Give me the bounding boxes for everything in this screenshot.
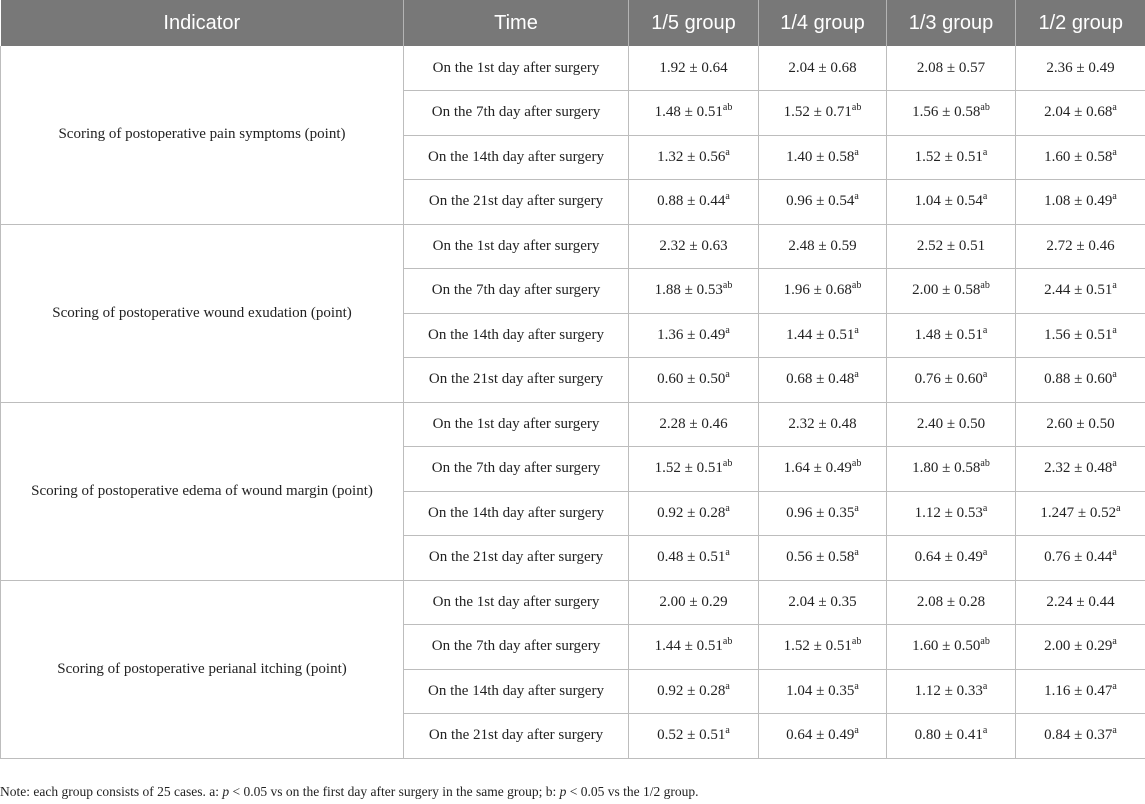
value-text: 1.64 ± 0.49 xyxy=(783,460,852,477)
significance-marker: a xyxy=(1112,146,1117,158)
value-cell xyxy=(1016,46,1145,91)
significance-marker: ab xyxy=(980,280,990,292)
value-cell xyxy=(629,669,759,714)
significance-marker: a xyxy=(982,191,988,203)
value-text: 2.00 ± 0.58 xyxy=(912,282,981,299)
significance-marker: ab xyxy=(722,280,733,292)
value-cell xyxy=(1016,536,1145,581)
significance-marker: a xyxy=(725,191,730,203)
time-cell: On the 14th day after surgery xyxy=(404,135,629,180)
significance-marker: a xyxy=(982,369,988,381)
time-cell: On the 1st day after surgery xyxy=(404,402,629,447)
value-text: 2.72 ± 0.46 xyxy=(1046,237,1115,254)
value-cell xyxy=(629,180,759,225)
value-text: 0.68 ± 0.48 xyxy=(786,371,855,388)
value-cell xyxy=(759,180,887,225)
value-cell xyxy=(1016,491,1145,536)
value-text: 0.80 ± 0.41 xyxy=(914,727,983,744)
header-row xyxy=(1,0,1145,46)
value-text: 1.04 ± 0.54 xyxy=(914,193,983,210)
value-cell xyxy=(1016,358,1145,403)
value-cell xyxy=(887,46,1016,91)
value-text: 1.40 ± 0.58 xyxy=(786,148,855,165)
table-header xyxy=(1,0,1145,46)
significance-marker: a xyxy=(1112,458,1117,470)
value-cell xyxy=(759,714,887,759)
significance-marker: a xyxy=(854,146,859,158)
note-p-symbol: p xyxy=(559,784,567,799)
value-text: 2.08 ± 0.57 xyxy=(916,59,986,76)
value-text: 0.96 ± 0.35 xyxy=(786,504,855,521)
value-text: 0.96 ± 0.54 xyxy=(786,193,855,210)
value-cell xyxy=(759,536,887,581)
table-row xyxy=(1,224,1145,269)
value-cell xyxy=(759,491,887,536)
value-cell xyxy=(887,625,1016,670)
significance-marker: a xyxy=(1112,680,1117,692)
value-cell xyxy=(759,313,887,358)
value-text: 2.32 ± 0.63 xyxy=(659,237,728,254)
value-text: 0.92 ± 0.28 xyxy=(657,682,726,699)
value-text: 1.52 ± 0.51 xyxy=(654,460,723,477)
value-cell xyxy=(1016,402,1145,447)
value-text: 0.92 ± 0.28 xyxy=(657,504,726,521)
value-text: 2.60 ± 0.50 xyxy=(1046,415,1115,432)
value-cell xyxy=(887,269,1016,314)
value-cell xyxy=(629,46,759,91)
value-cell xyxy=(1016,714,1145,759)
value-cell xyxy=(629,580,759,625)
significance-marker: a xyxy=(725,146,730,158)
value-cell xyxy=(887,536,1016,581)
significance-marker: a xyxy=(1112,547,1117,559)
significance-marker: a xyxy=(854,324,859,336)
value-text: 2.48 ± 0.59 xyxy=(788,237,857,254)
value-cell xyxy=(887,580,1016,625)
value-cell xyxy=(1016,269,1145,314)
value-text: 2.04 ± 0.68 xyxy=(788,59,857,76)
value-text: 2.00 ± 0.29 xyxy=(1044,638,1113,655)
time-cell: On the 1st day after surgery xyxy=(404,46,629,91)
value-cell xyxy=(629,358,759,403)
value-cell xyxy=(887,135,1016,180)
time-cell: On the 14th day after surgery xyxy=(404,313,629,358)
value-cell xyxy=(887,313,1016,358)
value-cell xyxy=(629,269,759,314)
value-text: 2.52 ± 0.51 xyxy=(916,237,986,254)
note-p-symbol: p xyxy=(222,784,230,799)
significance-marker: a xyxy=(982,680,988,692)
value-cell xyxy=(1016,224,1145,269)
value-cell xyxy=(887,714,1016,759)
value-cell xyxy=(759,269,887,314)
time-cell: On the 7th day after surgery xyxy=(404,447,629,492)
value-text: 1.08 ± 0.49 xyxy=(1044,193,1113,210)
value-text: 1.16 ± 0.47 xyxy=(1044,682,1113,699)
value-text: 0.56 ± 0.58 xyxy=(786,549,855,566)
value-text: 2.04 ± 0.68 xyxy=(1044,104,1113,121)
value-cell xyxy=(887,491,1016,536)
time-cell: On the 7th day after surgery xyxy=(404,269,629,314)
indicator-cell: Scoring of postoperative wound exudation (point) xyxy=(1,224,404,402)
value-text: 2.40 ± 0.50 xyxy=(916,415,986,432)
value-text: 0.76 ± 0.44 xyxy=(1044,549,1113,566)
value-cell xyxy=(759,358,887,403)
value-text: 1.56 ± 0.51 xyxy=(1044,326,1113,343)
significance-marker: a xyxy=(1112,280,1117,292)
value-cell xyxy=(759,402,887,447)
significance-marker: a xyxy=(854,502,859,514)
significance-marker: a xyxy=(982,146,988,158)
significance-marker: a xyxy=(982,324,988,336)
header-group-1-3: 1/3 group xyxy=(887,0,1016,46)
value-cell xyxy=(759,135,887,180)
significance-marker: a xyxy=(854,191,859,203)
significance-marker: ab xyxy=(980,636,990,648)
value-text: 1.247 ± 0.52 xyxy=(1040,504,1117,521)
significance-marker: a xyxy=(854,680,859,692)
value-text: 2.08 ± 0.28 xyxy=(916,593,986,610)
value-text: 1.52 ± 0.71 xyxy=(783,104,852,121)
value-text: 0.88 ± 0.44 xyxy=(657,193,726,210)
value-text: 0.64 ± 0.49 xyxy=(786,727,855,744)
value-text: 2.44 ± 0.51 xyxy=(1044,282,1113,299)
significance-marker: a xyxy=(854,547,859,559)
value-cell xyxy=(629,714,759,759)
header-group-1-4: 1/4 group xyxy=(759,0,887,46)
time-cell: On the 1st day after surgery xyxy=(404,580,629,625)
significance-marker: a xyxy=(982,547,988,559)
significance-marker: a xyxy=(854,369,859,381)
value-text: 0.48 ± 0.51 xyxy=(657,549,726,566)
significance-marker: ab xyxy=(722,636,733,648)
significance-marker: ab xyxy=(722,458,733,470)
value-cell xyxy=(629,447,759,492)
table-row xyxy=(1,580,1145,625)
value-cell xyxy=(759,580,887,625)
note-middle: < 0.05 vs on the first day after surgery in the same group; b: xyxy=(229,784,560,799)
value-cell xyxy=(759,91,887,136)
value-text: 2.32 ± 0.48 xyxy=(1044,460,1113,477)
value-cell xyxy=(1016,580,1145,625)
indicator-cell: Scoring of postoperative edema of wound margin (point) xyxy=(1,402,404,580)
value-text: 0.60 ± 0.50 xyxy=(657,371,726,388)
value-text: 0.76 ± 0.60 xyxy=(914,371,983,388)
indicator-cell: Scoring of postoperative perianal itching (point) xyxy=(1,580,404,758)
value-text: 1.52 ± 0.51 xyxy=(914,148,983,165)
value-text: 1.96 ± 0.68 xyxy=(783,282,852,299)
value-text: 2.24 ± 0.44 xyxy=(1046,593,1115,610)
value-cell xyxy=(629,536,759,581)
value-text: 1.44 ± 0.51 xyxy=(786,326,855,343)
value-cell xyxy=(887,224,1016,269)
time-cell: On the 7th day after surgery xyxy=(404,91,629,136)
value-text: 1.60 ± 0.50 xyxy=(912,638,981,655)
significance-marker: ab xyxy=(851,458,862,470)
note-prefix: Note: each group consists of 25 cases. a: xyxy=(0,784,223,799)
value-text: 1.36 ± 0.49 xyxy=(657,326,726,343)
significance-marker: a xyxy=(1116,502,1121,514)
significance-marker: ab xyxy=(980,458,990,470)
value-cell xyxy=(629,135,759,180)
value-text: 0.52 ± 0.51 xyxy=(657,727,726,744)
significance-marker: a xyxy=(982,502,988,514)
time-cell: On the 21st day after surgery xyxy=(404,536,629,581)
value-cell xyxy=(1016,669,1145,714)
value-text: 2.00 ± 0.29 xyxy=(659,593,728,610)
value-cell xyxy=(759,224,887,269)
value-text: 1.44 ± 0.51 xyxy=(654,638,723,655)
value-text: 0.88 ± 0.60 xyxy=(1044,371,1113,388)
significance-marker: a xyxy=(725,680,730,692)
value-cell xyxy=(887,447,1016,492)
value-text: 1.48 ± 0.51 xyxy=(654,104,723,121)
value-text: 1.92 ± 0.64 xyxy=(659,59,728,76)
header-time: Time xyxy=(404,0,629,46)
significance-marker: a xyxy=(1112,191,1117,203)
value-text: 2.36 ± 0.49 xyxy=(1046,59,1115,76)
significance-marker: ab xyxy=(980,102,990,114)
significance-marker: ab xyxy=(722,102,733,114)
value-cell xyxy=(887,358,1016,403)
significance-marker: a xyxy=(1112,636,1117,648)
note-suffix: < 0.05 vs the 1/2 group. xyxy=(566,784,699,799)
time-cell: On the 7th day after surgery xyxy=(404,625,629,670)
value-text: 2.28 ± 0.46 xyxy=(659,415,728,432)
value-cell xyxy=(1016,625,1145,670)
value-cell xyxy=(1016,180,1145,225)
significance-marker: a xyxy=(1112,725,1117,737)
table-row xyxy=(1,402,1145,447)
value-cell xyxy=(629,224,759,269)
value-cell xyxy=(629,313,759,358)
header-indicator: Indicator xyxy=(1,0,404,46)
time-cell: On the 1st day after surgery xyxy=(404,224,629,269)
value-cell xyxy=(759,447,887,492)
significance-marker: a xyxy=(725,725,730,737)
value-cell xyxy=(887,402,1016,447)
significance-marker: a xyxy=(1112,102,1117,114)
time-cell: On the 14th day after surgery xyxy=(404,491,629,536)
significance-marker: a xyxy=(854,725,859,737)
significance-marker: a xyxy=(725,547,730,559)
value-cell xyxy=(887,180,1016,225)
header-group-1-2: 1/2 group xyxy=(1016,0,1145,46)
value-text: 0.84 ± 0.37 xyxy=(1044,727,1113,744)
value-text: 0.64 ± 0.49 xyxy=(914,549,983,566)
time-cell: On the 21st day after surgery xyxy=(404,180,629,225)
value-text: 1.48 ± 0.51 xyxy=(914,326,983,343)
value-text: 1.32 ± 0.56 xyxy=(657,148,726,165)
value-cell xyxy=(629,402,759,447)
value-text: 1.04 ± 0.35 xyxy=(786,682,855,699)
value-cell xyxy=(887,669,1016,714)
time-cell: On the 21st day after surgery xyxy=(404,714,629,759)
value-text: 2.32 ± 0.48 xyxy=(788,415,857,432)
value-text: 1.60 ± 0.58 xyxy=(1044,148,1113,165)
significance-marker: a xyxy=(725,502,730,514)
value-cell xyxy=(759,669,887,714)
value-text: 1.12 ± 0.53 xyxy=(914,504,983,521)
value-cell xyxy=(629,91,759,136)
header-group-1-5: 1/5 group xyxy=(629,0,759,46)
value-cell xyxy=(759,625,887,670)
value-text: 1.12 ± 0.33 xyxy=(914,682,983,699)
time-cell: On the 14th day after surgery xyxy=(404,669,629,714)
value-text: 1.80 ± 0.58 xyxy=(912,460,981,477)
value-text: 1.52 ± 0.51 xyxy=(783,638,852,655)
table-body xyxy=(1,46,1145,758)
significance-marker: ab xyxy=(851,102,862,114)
value-cell xyxy=(629,491,759,536)
value-cell xyxy=(759,46,887,91)
significance-marker: a xyxy=(1112,369,1117,381)
value-cell xyxy=(1016,135,1145,180)
significance-marker: ab xyxy=(851,636,862,648)
significance-marker: a xyxy=(725,324,730,336)
table-row xyxy=(1,46,1145,91)
indicator-cell: Scoring of postoperative pain symptoms (point) xyxy=(1,46,404,224)
significance-marker: a xyxy=(725,369,730,381)
value-cell xyxy=(629,625,759,670)
value-cell xyxy=(887,91,1016,136)
significance-marker: a xyxy=(982,725,988,737)
value-text: 2.04 ± 0.35 xyxy=(788,593,857,610)
value-text: 1.56 ± 0.58 xyxy=(912,104,981,121)
significance-marker: ab xyxy=(851,280,862,292)
time-cell: On the 21st day after surgery xyxy=(404,358,629,403)
value-cell xyxy=(1016,447,1145,492)
value-text: 1.88 ± 0.53 xyxy=(654,282,723,299)
table-note xyxy=(0,784,1145,800)
significance-marker: a xyxy=(1112,324,1117,336)
value-cell xyxy=(1016,91,1145,136)
value-cell xyxy=(1016,313,1145,358)
